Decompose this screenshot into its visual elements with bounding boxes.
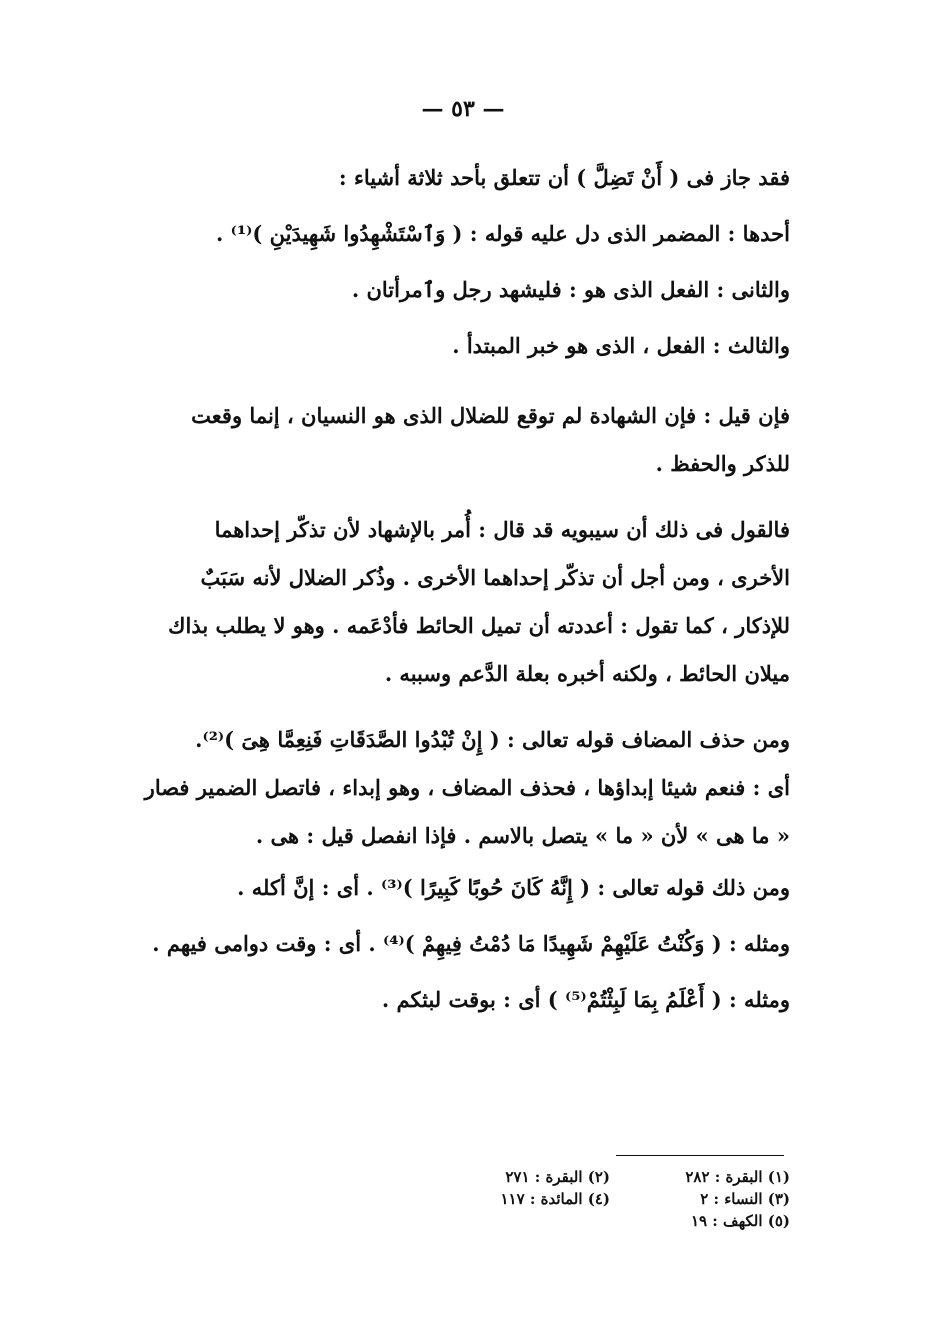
text-line: ومن حذف المضاف قوله تعالى : ( إِنْ تُبْدُوا الصَّدَقَاتِ فَنِعِمَّا هِىَ )⁽²⁾. [195,727,790,752]
footnote: (٥) الكهف : ١٩ [690,1212,790,1230]
footnote-row [300,1210,790,1232]
paragraph-gap [136,374,790,392]
footnote: (٣) النساء : ٢ [700,1190,790,1208]
body-text [136,150,790,1028]
text-line: فإن قيل : فإن الشهادة لم توقع للضلال الذى هو النسيان ، إنما وقعت [191,403,790,428]
footnote: (٤) المائدة : ١١٧ [500,1190,610,1208]
text-line: ومثله : ( وَكُنْتُ عَلَيْهِمْ شَهِيدًا مَا دُمْتُ فِيهِمْ )⁽⁴⁾ . أى : وقت دوامى فيهم . [152,931,790,956]
text-line: ومثله : ( أَعْلَمُ بِمَا لَبِثْتُمْ⁽⁵⁾ ) أى : بوقت لبثكم . [381,987,790,1012]
text-line: ميلان الحائط ، ولكنه أخبره بعلة الدَّعم وسببه . [384,661,790,686]
text-line: أحدها : المضمر الذى دل عليه قوله : ( وَٱسْتَشْهِدُوا شَهِيدَيْنِ )⁽¹⁾ . [216,221,790,246]
page-number: — ٥٣ — [421,96,505,122]
text-line: الأخرى ، ومن أجل أن تذكّر إحداهما الأخرى . وذُكر الضلال لأنه سَبَبٌ [200,565,790,590]
text-line: فقد جاز فى ( أَنْ تَضِلَّ ) أن تتعلق بأحد ثلاثة أشياء : [338,165,790,190]
text-line: والثانى : الفعل الذى هو : فليشهد رجل وٱمرأتان . [351,277,790,302]
text-line: للإذكار ، كما تقول : أعددته أن تميل الحائط فأدْعَمه . وهو لا يطلب بذاك [168,613,790,638]
text-line: « ما هى » لأن « ما » يتصل بالاسم . فإذا انفصل قيل : هى . [255,823,790,848]
text-line: أى : فنعم شيئا إبداؤها ، فحذف المضاف ، وهو إبداء ، فاتصل الضمير فصار [144,775,790,800]
text-line: ومن ذلك قوله تعالى : ( إِنَّهُ كَانَ حُوبًا كَبِيرًا )⁽³⁾ . أى : إنَّ أكله . [237,875,790,900]
footnote: (١) البقرة : ٢٨٢ [685,1168,790,1186]
paragraph-gap [136,488,790,506]
footnote: (٢) البقرة : ٢٧١ [505,1168,610,1186]
text-line: للذكر والحفظ . [655,451,790,476]
text-line: فالقول فى ذلك أن سيبويه قد قال : أُمر بالإشهاد لأن تذكّر إحداهما [214,517,790,542]
footnotes [300,1166,790,1232]
footnote-divider [616,1155,784,1156]
text-line: والثالث : الفعل ، الذى هو خبر المبتدأ . [452,333,790,358]
footnote-row [300,1188,790,1210]
paragraph-gap [136,698,790,716]
footnote-row [300,1166,790,1188]
footnote [410,1210,610,1232]
